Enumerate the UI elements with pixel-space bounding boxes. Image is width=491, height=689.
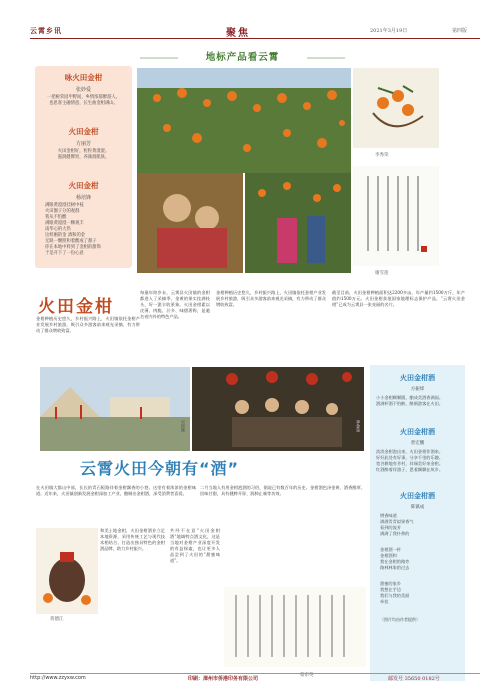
poem-line: 也思客主融情意，长生曲金柑满山。 (49, 101, 118, 106)
poem-line: 小小金柑颗颗圆，酿成美酒香满园。 (376, 395, 444, 400)
poem-line: 火田金柑好，粒粒黄澄澄。 (57, 149, 110, 154)
calligraphy-painting (353, 166, 439, 266)
poem-sidebar (370, 365, 465, 681)
poem-line: 我在金柑的路旁 (380, 559, 410, 564)
orchard-photo-collage (137, 68, 351, 278)
village-photo (40, 367, 190, 451)
poem-title: 火田金柑酒 (400, 373, 435, 382)
poem-author: 方振烽 (410, 387, 425, 392)
poem-line: 你在本地中料到了金柑的甜饰 (45, 245, 101, 250)
poem-line: 看到的流芳 (380, 525, 401, 530)
photo-caption: 吴锦顺 (181, 420, 186, 432)
poem-line: 一把树荣园甲野间，乡情浓郁醉游人。 (46, 95, 121, 100)
article-text: 截至目前，火田金柑种植面积达2200多亩，年产量约1500万斤，年产值约1500万元。火田金柑获批国家地理标志保护产品，“云霄火田金柑”已成为云霄县一张亮丽的名片。 (332, 290, 465, 307)
poem-box (35, 66, 132, 268)
poem-author: 方丽芳 (75, 141, 91, 147)
poem-line: 滋润健脾胃，养颜润肌肤。 (57, 155, 110, 160)
article-title: 火田金柑 (38, 297, 114, 317)
poem-title: 火田金柑 (68, 127, 99, 136)
article-text: 在火田镇大都山中部，长长的青石板路伴着金柑飘香的小巷，这里有着浓浓的金柑味道。近年来，火田镇创新发展金柑深加工产业，酿制出金柑酒，深受消费者喜爱。 (36, 485, 196, 496)
poem-line: 宽谷耕地有芳村，祥瑞美好来金柑。 (376, 461, 444, 466)
issue-date: 2021年3月19日 (370, 28, 408, 34)
poem-line: 满满了我扑鼻的 (380, 531, 410, 536)
photo-caption: 李秀荣 (375, 153, 389, 158)
poem-author: 曾宏鹏 (410, 441, 425, 446)
poem-line: 增香味道 (380, 513, 397, 518)
poem-line: 于是开下了一份心意 (45, 251, 84, 256)
footer-post-code: 邮发号 35650 0182号 (388, 676, 440, 682)
poem-line: 牵挂 (380, 599, 389, 604)
page-number: 第四版 (452, 28, 468, 34)
poem-line: 满满青青似果香气 (380, 519, 414, 524)
poem-line: 无缺一颗照和着酸成了甜子 (45, 239, 97, 244)
photo-caption: 蒋德江 (50, 617, 64, 622)
poem-line: 好好此处有好事，分享千里的乐趣。 (376, 455, 444, 460)
poem-author: 杨培锋 (75, 195, 91, 201)
poem-line: 酒满杯酒不怕醉，醉倒游客在火田。 (376, 401, 444, 406)
poem-line: 我们与我的美丽 (380, 593, 410, 598)
article-text: 共经不在意“火田金柑酒”地域特点酒文化，这是当地对金柑产业深度开发的有益探索，也让更多人品尝到了火田的“甜蜜味道”。 (170, 528, 220, 563)
column-name: 云霄乡讯 (30, 26, 62, 35)
footer-url[interactable]: http://www.zzyxw.com (30, 675, 86, 681)
poem-line: 满眼黄澄澄挂树中枝 (45, 203, 84, 208)
poem-line: 红酒醉着伴游子，恩着飘飘在故乡。 (376, 467, 444, 472)
poem-title: 咏火田金柑 (64, 73, 103, 82)
photo-caption: 蔡东英 (300, 673, 314, 678)
calligraphy-scroll (224, 587, 366, 667)
poem-line: 火田圈子分的观群 (45, 209, 80, 214)
poem-line: 我从不怕酸 (45, 215, 67, 220)
article-text: 二月当地人有用金柑泡酒的习俗，据说已有数百年的历史。金柑酒色泽金黄、酒香醇厚、回味甘甜，具有健脾开胃、润肺止咳等功效。 (200, 485, 365, 496)
poem-line: 这样刚的金 酒和的金 (45, 233, 86, 238)
poem-title: 火田金柑酒 (400, 491, 435, 500)
photo-caption: 李金良 (356, 420, 361, 432)
poem-line: 满眼黄澄澄一颗观丰 (45, 221, 84, 226)
article-title: 云霄火田今朝有“酒” (80, 459, 240, 478)
section-title: 聚焦 (226, 28, 250, 39)
page-footer (30, 673, 480, 684)
photo-note: （图片均由作者提供） (380, 617, 420, 622)
poem-title: 火田金柑 (68, 181, 99, 190)
page-header (30, 24, 480, 39)
footer-printer: 印刷：漳州市侨港印务有限公司 (188, 676, 259, 682)
section-banner: 地标产品看云霄 (205, 52, 280, 63)
poem-line: 我想在手边 (380, 587, 401, 592)
poem-line: 淡淡金柑泡出来，火田金柑作酒来。 (376, 449, 444, 454)
banner-decoration (140, 50, 345, 66)
article-text: 和美土地金柑，火田金柑酒业立足本地资源，采用传统工艺与现代技术相结合，打造出独具特色的金柑酒品牌，助力乡村振兴。 (100, 528, 165, 551)
poem-title: 火田金柑酒 (400, 427, 435, 436)
wine-photo (192, 367, 364, 451)
article-text: 每逢年终岁末，云霄县火田镇的金柑都进入了采摘季，金黄的果实挂满枝头，好一派丰收景象。火田金柑素以皮薄、肉脆、汁多、味甜著称，是驰名省内外的特色产品。 (140, 290, 210, 319)
poem-line: 金柑酒一杯 (380, 547, 401, 552)
poem-line: 路林林家的过去 (380, 565, 410, 570)
poem-line: 甜蜜的家乡 (380, 581, 401, 586)
poem-line: 南华心的大热 (45, 227, 71, 232)
poem-author: 陈镇成 (410, 505, 425, 510)
poem-line: 金柑酒和 (380, 553, 397, 558)
article-text: 金柑种植历史悠久，乡村振兴路上，火田镇依托金柑产业发展乡村旅游，吸引众多游客前来观光采摘，有力带动了群众增收致富。 (216, 290, 326, 307)
wine-jar-painting (36, 528, 98, 614)
photo-caption: 谢雪莲 (375, 271, 389, 276)
ink-painting-oranges (353, 68, 439, 148)
poem-author: 张妙爱 (75, 87, 91, 93)
article-text: 金柑种植历史悠久，乡村振兴路上，火田镇依托金柑产业发展乡村旅游，吸引众多游客前来观光采摘，有力带动了群众增收致富。 (36, 316, 140, 333)
